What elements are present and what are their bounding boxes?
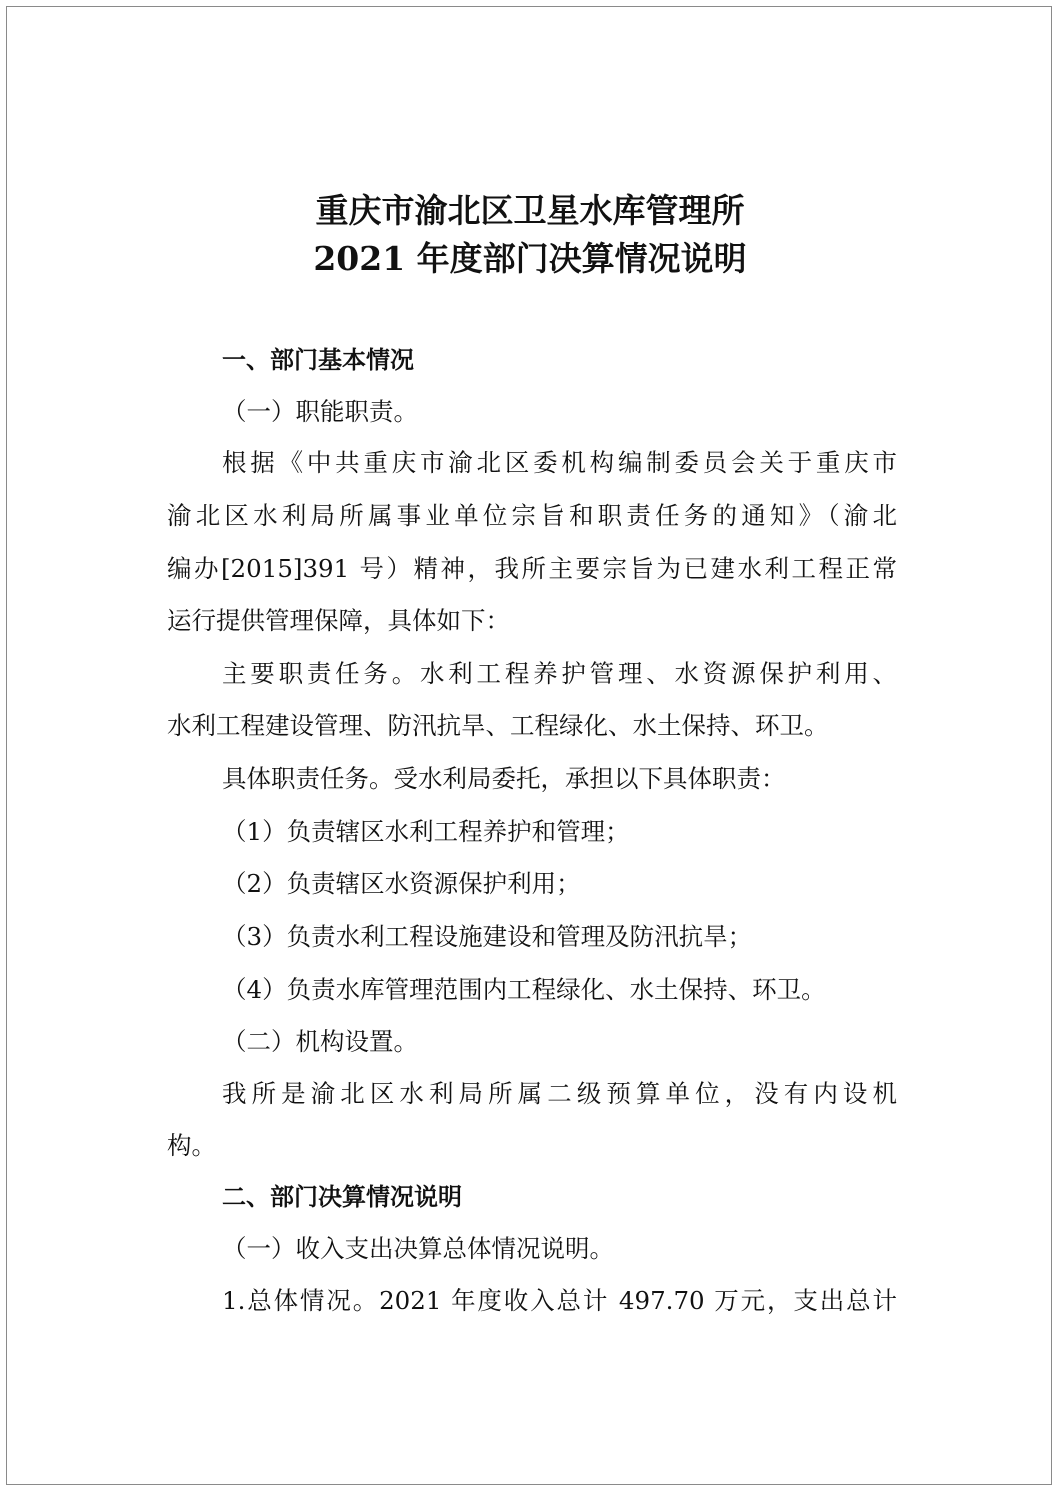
subheading-income-expenditure: （一）收入支出决算总体情况说明。 [222,1234,614,1263]
paragraph-line: 主要职责任务。水利工程养护管理、水资源保护利用、 [222,659,897,688]
duty-list-item: （1）负责辖区水利工程养护和管理； [222,817,630,846]
paragraph-line: 编办[2015]391 号）精神，我所主要宗旨为已建水利工程正常 [167,554,897,583]
paragraph-line: 水利工程建设管理、防汛抗旱、工程绿化、水土保持、环卫。 [167,711,829,740]
paragraph-line: 构。 [167,1131,216,1160]
paragraph-line: 渝北区水利局所属事业单位宗旨和职责任务的通知》（渝北 [167,501,897,530]
paragraph-line: 1.总体情况。2021 年度收入总计 497.70 万元，支出总计 [222,1286,897,1315]
paragraph-line: 具体职责任务。受水利局委托，承担以下具体职责： [222,764,786,793]
document-title-line-2: 2021 年度部门决算情况说明 [313,239,747,278]
section-heading-final-accounts: 二、部门决算情况说明 [222,1183,462,1211]
duty-list-item: （2）负责辖区水资源保护利用； [222,869,581,898]
paragraph-line: 运行提供管理保障，具体如下： [167,606,510,635]
subheading-functions: （一）职能职责。 [222,397,418,426]
document-title-line-1: 重庆市渝北区卫星水库管理所 [315,191,745,230]
duty-list-item: （3）负责水利工程设施建设和管理及防汛抗旱； [222,922,753,951]
duty-list-item: （4）负责水库管理范围内工程绿化、水土保持、环卫。 [222,975,826,1004]
section-heading-basic-info: 一、部门基本情况 [222,346,414,374]
subheading-organization: （二）机构设置。 [222,1027,418,1056]
paragraph-line: 根据《中共重庆市渝北区委机构编制委员会关于重庆市 [222,448,897,477]
paragraph-line: 我所是渝北区水利局所属二级预算单位，没有内设机 [222,1079,897,1108]
